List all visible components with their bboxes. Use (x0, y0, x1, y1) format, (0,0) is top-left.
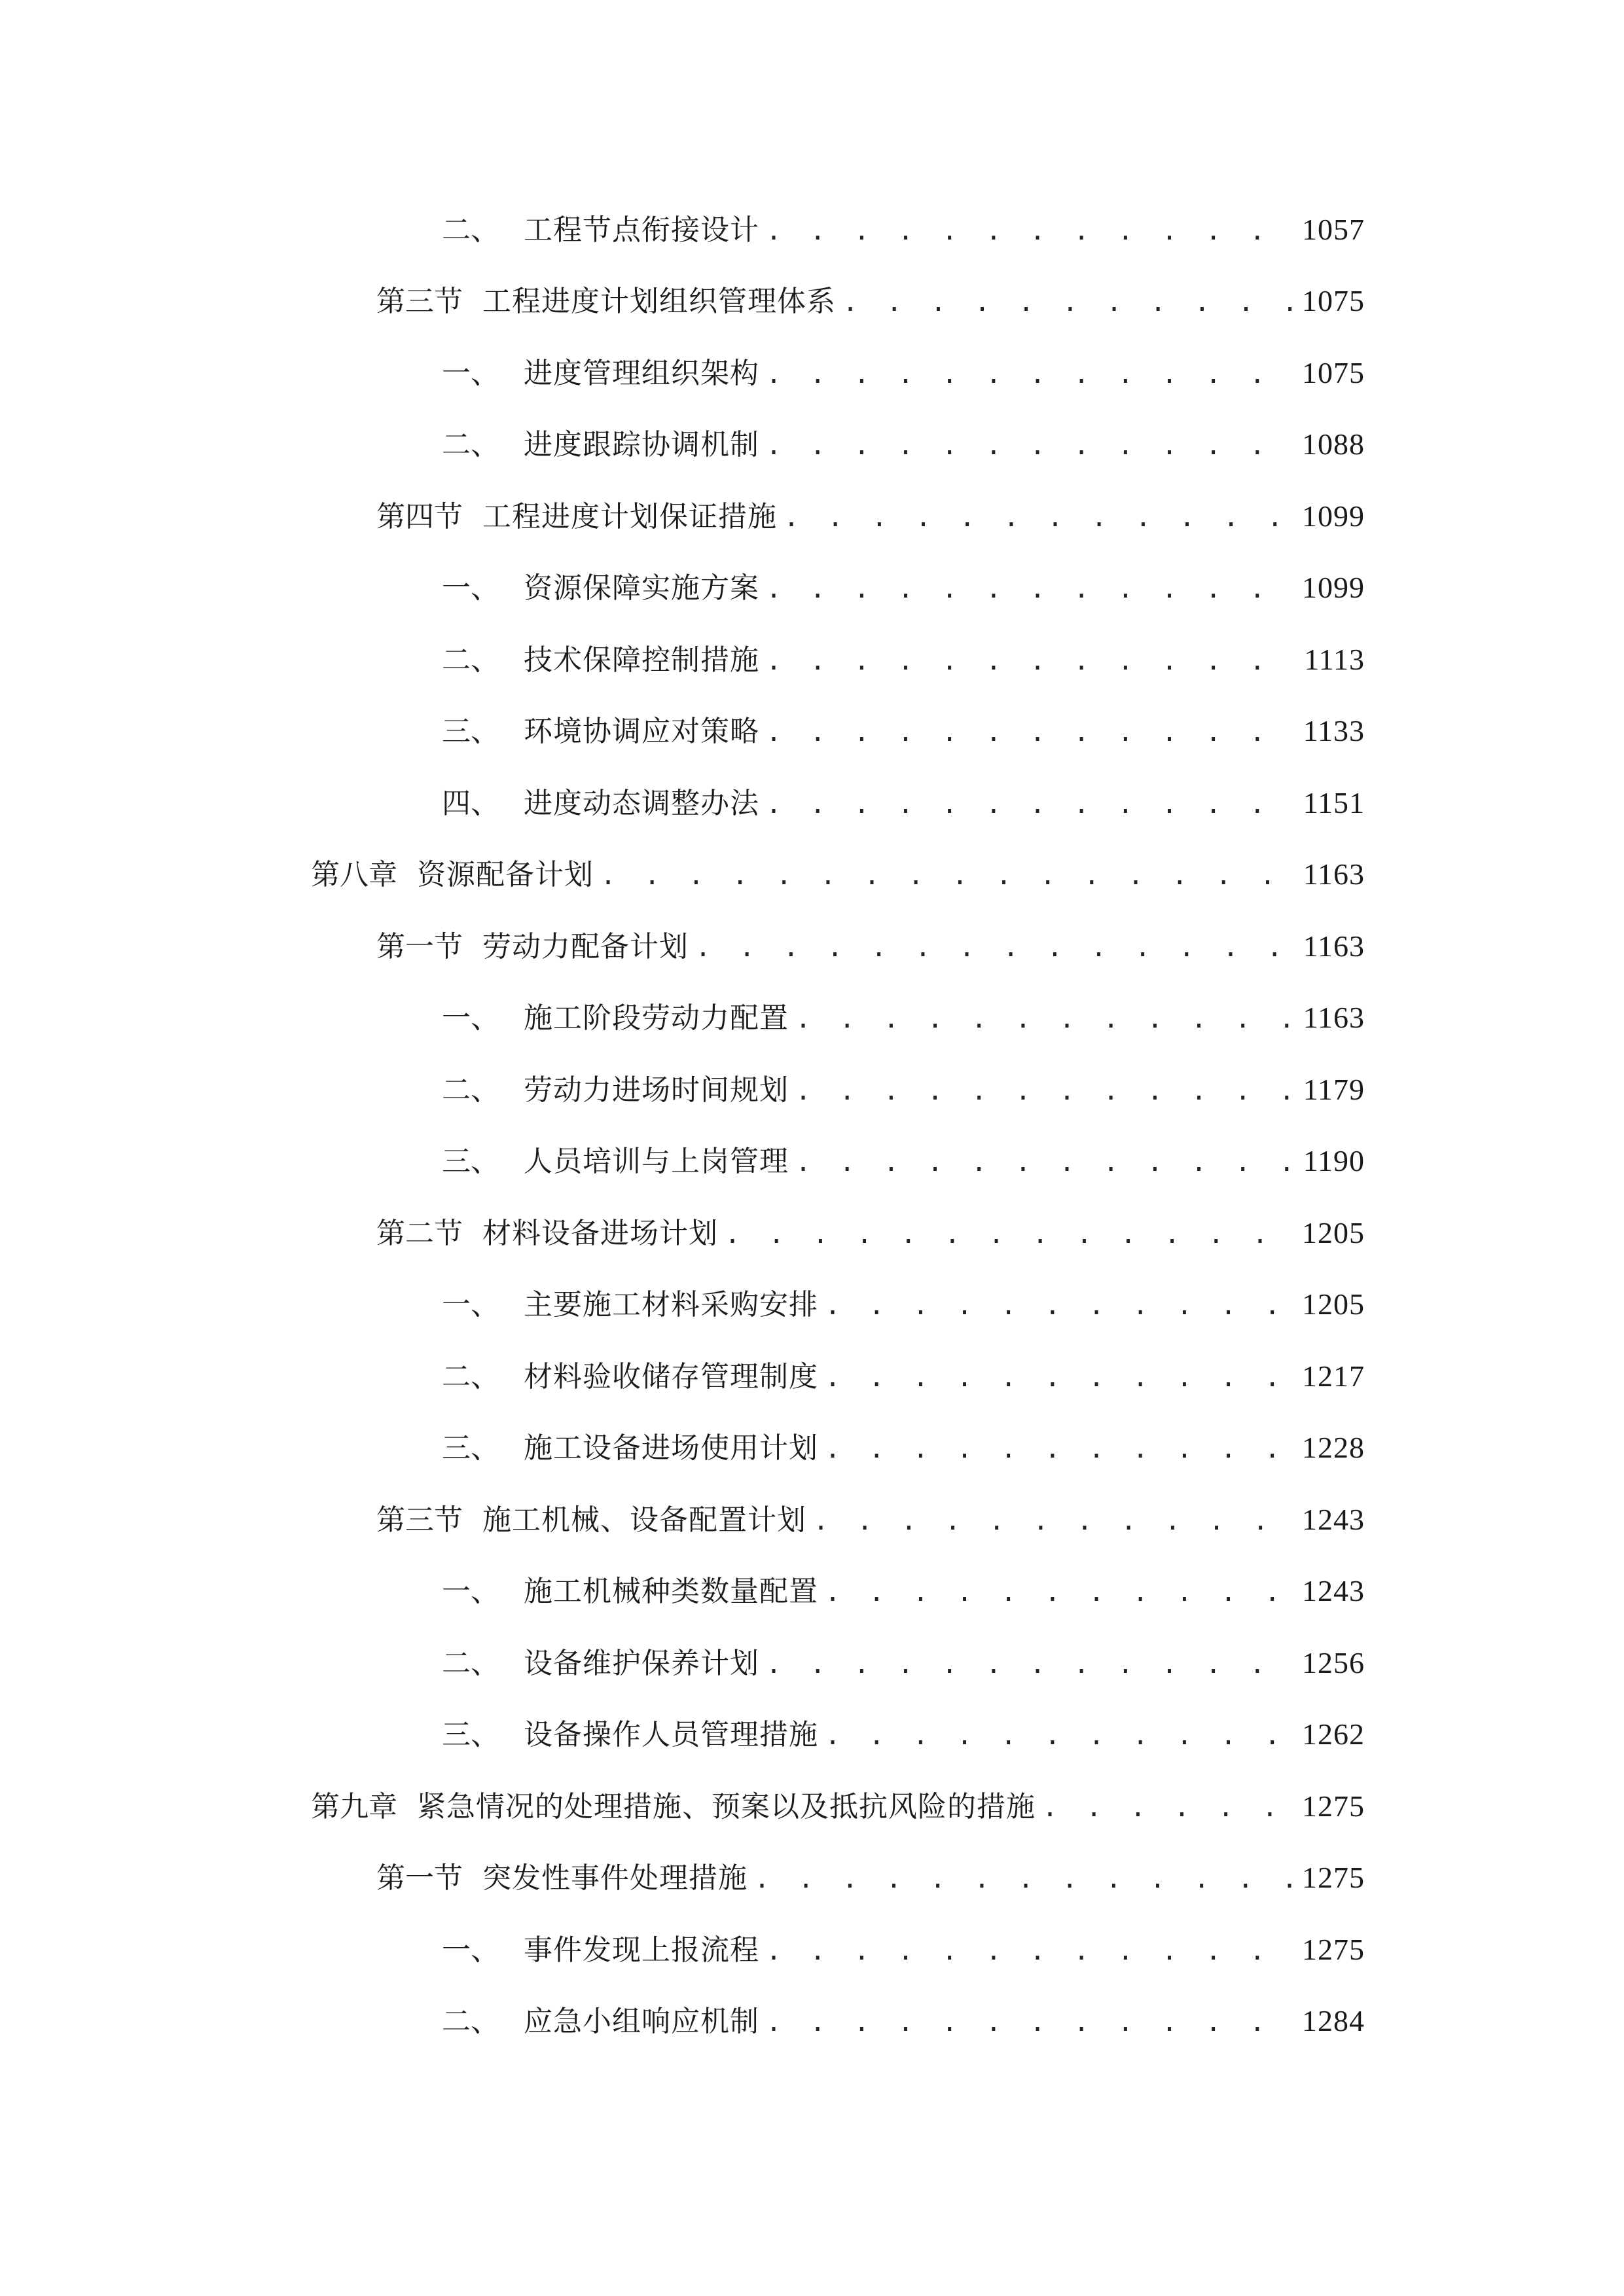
toc-entry[interactable] (0, 337, 1624, 409)
dot-leader (825, 1723, 1293, 1749)
toc-entry-number: 二、 (442, 643, 499, 677)
toc-entry-number: 一、 (442, 571, 499, 605)
dot-leader (766, 1651, 1293, 1677)
toc-entry-title: 材料设备进场计划 (482, 1216, 718, 1250)
toc-entry[interactable] (0, 910, 1624, 982)
toc-entry-title: 技术保障控制措施 (524, 643, 759, 677)
toc-entry-page: 1256 (1302, 1645, 1365, 1679)
dot-leader (825, 1293, 1293, 1319)
toc-entry-number: 一、 (442, 1575, 499, 1609)
dot-leader (784, 505, 1293, 531)
toc-entry[interactable] (0, 1054, 1624, 1126)
toc-entry-title: 进度管理组织架构 (524, 356, 759, 390)
dot-leader (766, 1938, 1293, 1964)
toc-entry-number: 三、 (442, 715, 499, 749)
toc-entry-title: 施工阶段劳动力配置 (524, 1001, 789, 1035)
toc-entry-number: 第三节 (376, 285, 463, 319)
dot-leader (813, 1508, 1293, 1534)
dot-leader (766, 576, 1293, 602)
toc-entry-title: 环境协调应对策略 (524, 715, 759, 749)
toc-entry-page: 1205 (1302, 1287, 1365, 1321)
toc-entry-page: 1088 (1302, 427, 1365, 461)
toc-entry-page: 1113 (1304, 642, 1365, 676)
toc-entry-page: 1133 (1303, 714, 1365, 748)
toc-entry-number: 一、 (442, 1933, 499, 1967)
dot-leader (766, 361, 1293, 387)
toc-entry-page: 1228 (1302, 1431, 1365, 1465)
toc-entry-page: 1275 (1302, 1789, 1365, 1823)
toc-entry-page: 1163 (1303, 929, 1365, 963)
toc-entry-title: 突发性事件处理措施 (482, 1861, 748, 1895)
toc-entry-title: 设备维护保养计划 (524, 1646, 759, 1680)
toc-entry[interactable] (0, 409, 1624, 481)
toc-entry-page: 1163 (1303, 1001, 1365, 1035)
dot-leader (825, 1579, 1293, 1605)
dot-leader (766, 791, 1294, 817)
toc-entry-number: 一、 (442, 356, 499, 390)
toc-entry-number: 二、 (442, 213, 499, 247)
toc-entry-number: 三、 (442, 1145, 499, 1179)
toc-entry[interactable] (0, 194, 1624, 266)
toc-entry-title: 工程进度计划保证措施 (482, 499, 777, 533)
toc-entry[interactable] (0, 266, 1624, 338)
toc-entry-title: 劳动力进场时间规划 (524, 1073, 789, 1107)
dot-leader (825, 1436, 1293, 1462)
toc-entry[interactable] (0, 624, 1624, 696)
toc-entry-page: 1284 (1302, 2004, 1365, 2038)
toc-entry-number: 一、 (442, 1288, 499, 1322)
toc-entry[interactable] (0, 480, 1624, 552)
toc-entry-page: 1262 (1302, 1717, 1365, 1751)
toc-entry-page: 1099 (1302, 571, 1365, 605)
toc-entry[interactable] (0, 1842, 1624, 1914)
toc-entry-title: 进度动态调整办法 (524, 786, 759, 820)
toc-entry-title: 进度跟踪协调机制 (524, 428, 759, 462)
toc-entry-number: 第一节 (376, 929, 463, 963)
toc-entry-title: 施工机械种类数量配置 (524, 1575, 818, 1609)
table-of-contents (0, 194, 1624, 2057)
toc-entry-title: 劳动力配备计划 (482, 929, 689, 963)
dot-leader (795, 1149, 1294, 1175)
dot-leader (766, 218, 1293, 244)
dot-leader (766, 648, 1295, 674)
toc-entry-page: 1075 (1302, 355, 1365, 389)
toc-entry[interactable] (0, 1484, 1624, 1556)
toc-entry[interactable] (0, 1914, 1624, 1986)
toc-entry[interactable] (0, 1126, 1624, 1198)
toc-entry-number: 第二节 (376, 1216, 463, 1250)
toc-entry-number: 二、 (442, 2005, 499, 2039)
toc-entry[interactable] (0, 839, 1624, 911)
toc-entry[interactable] (0, 552, 1624, 624)
toc-entry-page: 1205 (1302, 1215, 1365, 1249)
toc-entry-title: 材料验收储存管理制度 (524, 1359, 818, 1393)
toc-entry[interactable] (0, 1699, 1624, 1771)
dot-leader (725, 1221, 1293, 1247)
toc-entry-page: 1243 (1302, 1502, 1365, 1536)
toc-entry[interactable] (0, 1770, 1624, 1842)
toc-entry-number: 三、 (442, 1718, 499, 1752)
toc-entry-page: 1075 (1302, 284, 1365, 318)
dot-leader (1042, 1795, 1293, 1821)
toc-entry-number: 二、 (442, 1646, 499, 1680)
toc-entry[interactable] (0, 1986, 1624, 2058)
toc-entry-page: 1217 (1302, 1359, 1365, 1393)
toc-entry-number: 第一节 (376, 1861, 463, 1895)
dot-leader (795, 1006, 1294, 1032)
toc-entry[interactable] (0, 767, 1624, 839)
toc-entry-number: 第九章 (311, 1789, 397, 1823)
toc-entry-title: 设备操作人员管理措施 (524, 1718, 818, 1752)
toc-entry-page: 1275 (1302, 1932, 1365, 1966)
toc-entry[interactable] (0, 1556, 1624, 1628)
toc-entry-title: 工程节点衔接设计 (524, 213, 759, 247)
toc-entry[interactable] (0, 1340, 1624, 1412)
toc-entry-page: 1057 (1302, 212, 1365, 246)
toc-entry-page: 1099 (1302, 499, 1365, 533)
toc-entry[interactable] (0, 696, 1624, 768)
toc-entry-title: 事件发现上报流程 (524, 1933, 759, 1967)
toc-entry-number: 四、 (442, 786, 499, 820)
toc-entry-number: 一、 (442, 1001, 499, 1035)
toc-entry-title: 资源保障实施方案 (524, 571, 759, 605)
dot-leader (825, 1365, 1293, 1391)
toc-entry[interactable] (0, 1269, 1624, 1341)
dot-leader (695, 935, 1294, 961)
toc-entry-page: 1179 (1303, 1072, 1365, 1106)
toc-entry-title: 紧急情况的处理措施、预案以及抵抗风险的措施 (417, 1789, 1036, 1823)
toc-entry-title: 人员培训与上岗管理 (524, 1145, 789, 1179)
toc-entry-title: 施工设备进场使用计划 (524, 1431, 818, 1465)
toc-entry-number: 第三节 (376, 1503, 463, 1537)
toc-entry-number: 二、 (442, 1073, 499, 1107)
toc-entry[interactable] (0, 1197, 1624, 1269)
toc-entry-title: 工程进度计划组织管理体系 (482, 285, 836, 319)
dot-leader (766, 433, 1293, 459)
toc-entry-number: 二、 (442, 428, 499, 462)
toc-entry-page: 1151 (1303, 785, 1365, 819)
toc-entry-page: 1190 (1303, 1144, 1365, 1178)
toc-entry-title: 应急小组响应机制 (524, 2005, 759, 2039)
toc-entry-number: 二、 (442, 1359, 499, 1393)
dot-leader (754, 1866, 1293, 1892)
toc-entry-page: 1163 (1303, 857, 1365, 891)
toc-entry[interactable] (0, 1412, 1624, 1484)
toc-entry-number: 第八章 (311, 858, 397, 892)
dot-leader (842, 289, 1293, 315)
toc-entry-page: 1243 (1302, 1574, 1365, 1608)
toc-entry[interactable] (0, 982, 1624, 1054)
dot-leader (600, 863, 1294, 889)
toc-entry-number: 三、 (442, 1431, 499, 1465)
toc-entry[interactable] (0, 1627, 1624, 1699)
toc-entry-title: 资源配备计划 (417, 858, 594, 892)
dot-leader (766, 719, 1294, 745)
dot-leader (766, 2009, 1293, 2036)
toc-entry-title: 施工机械、设备配置计划 (482, 1503, 806, 1537)
toc-entry-number: 第四节 (376, 499, 463, 533)
dot-leader (795, 1078, 1294, 1104)
toc-entry-title: 主要施工材料采购安排 (524, 1288, 818, 1322)
toc-entry-page: 1275 (1302, 1861, 1365, 1895)
